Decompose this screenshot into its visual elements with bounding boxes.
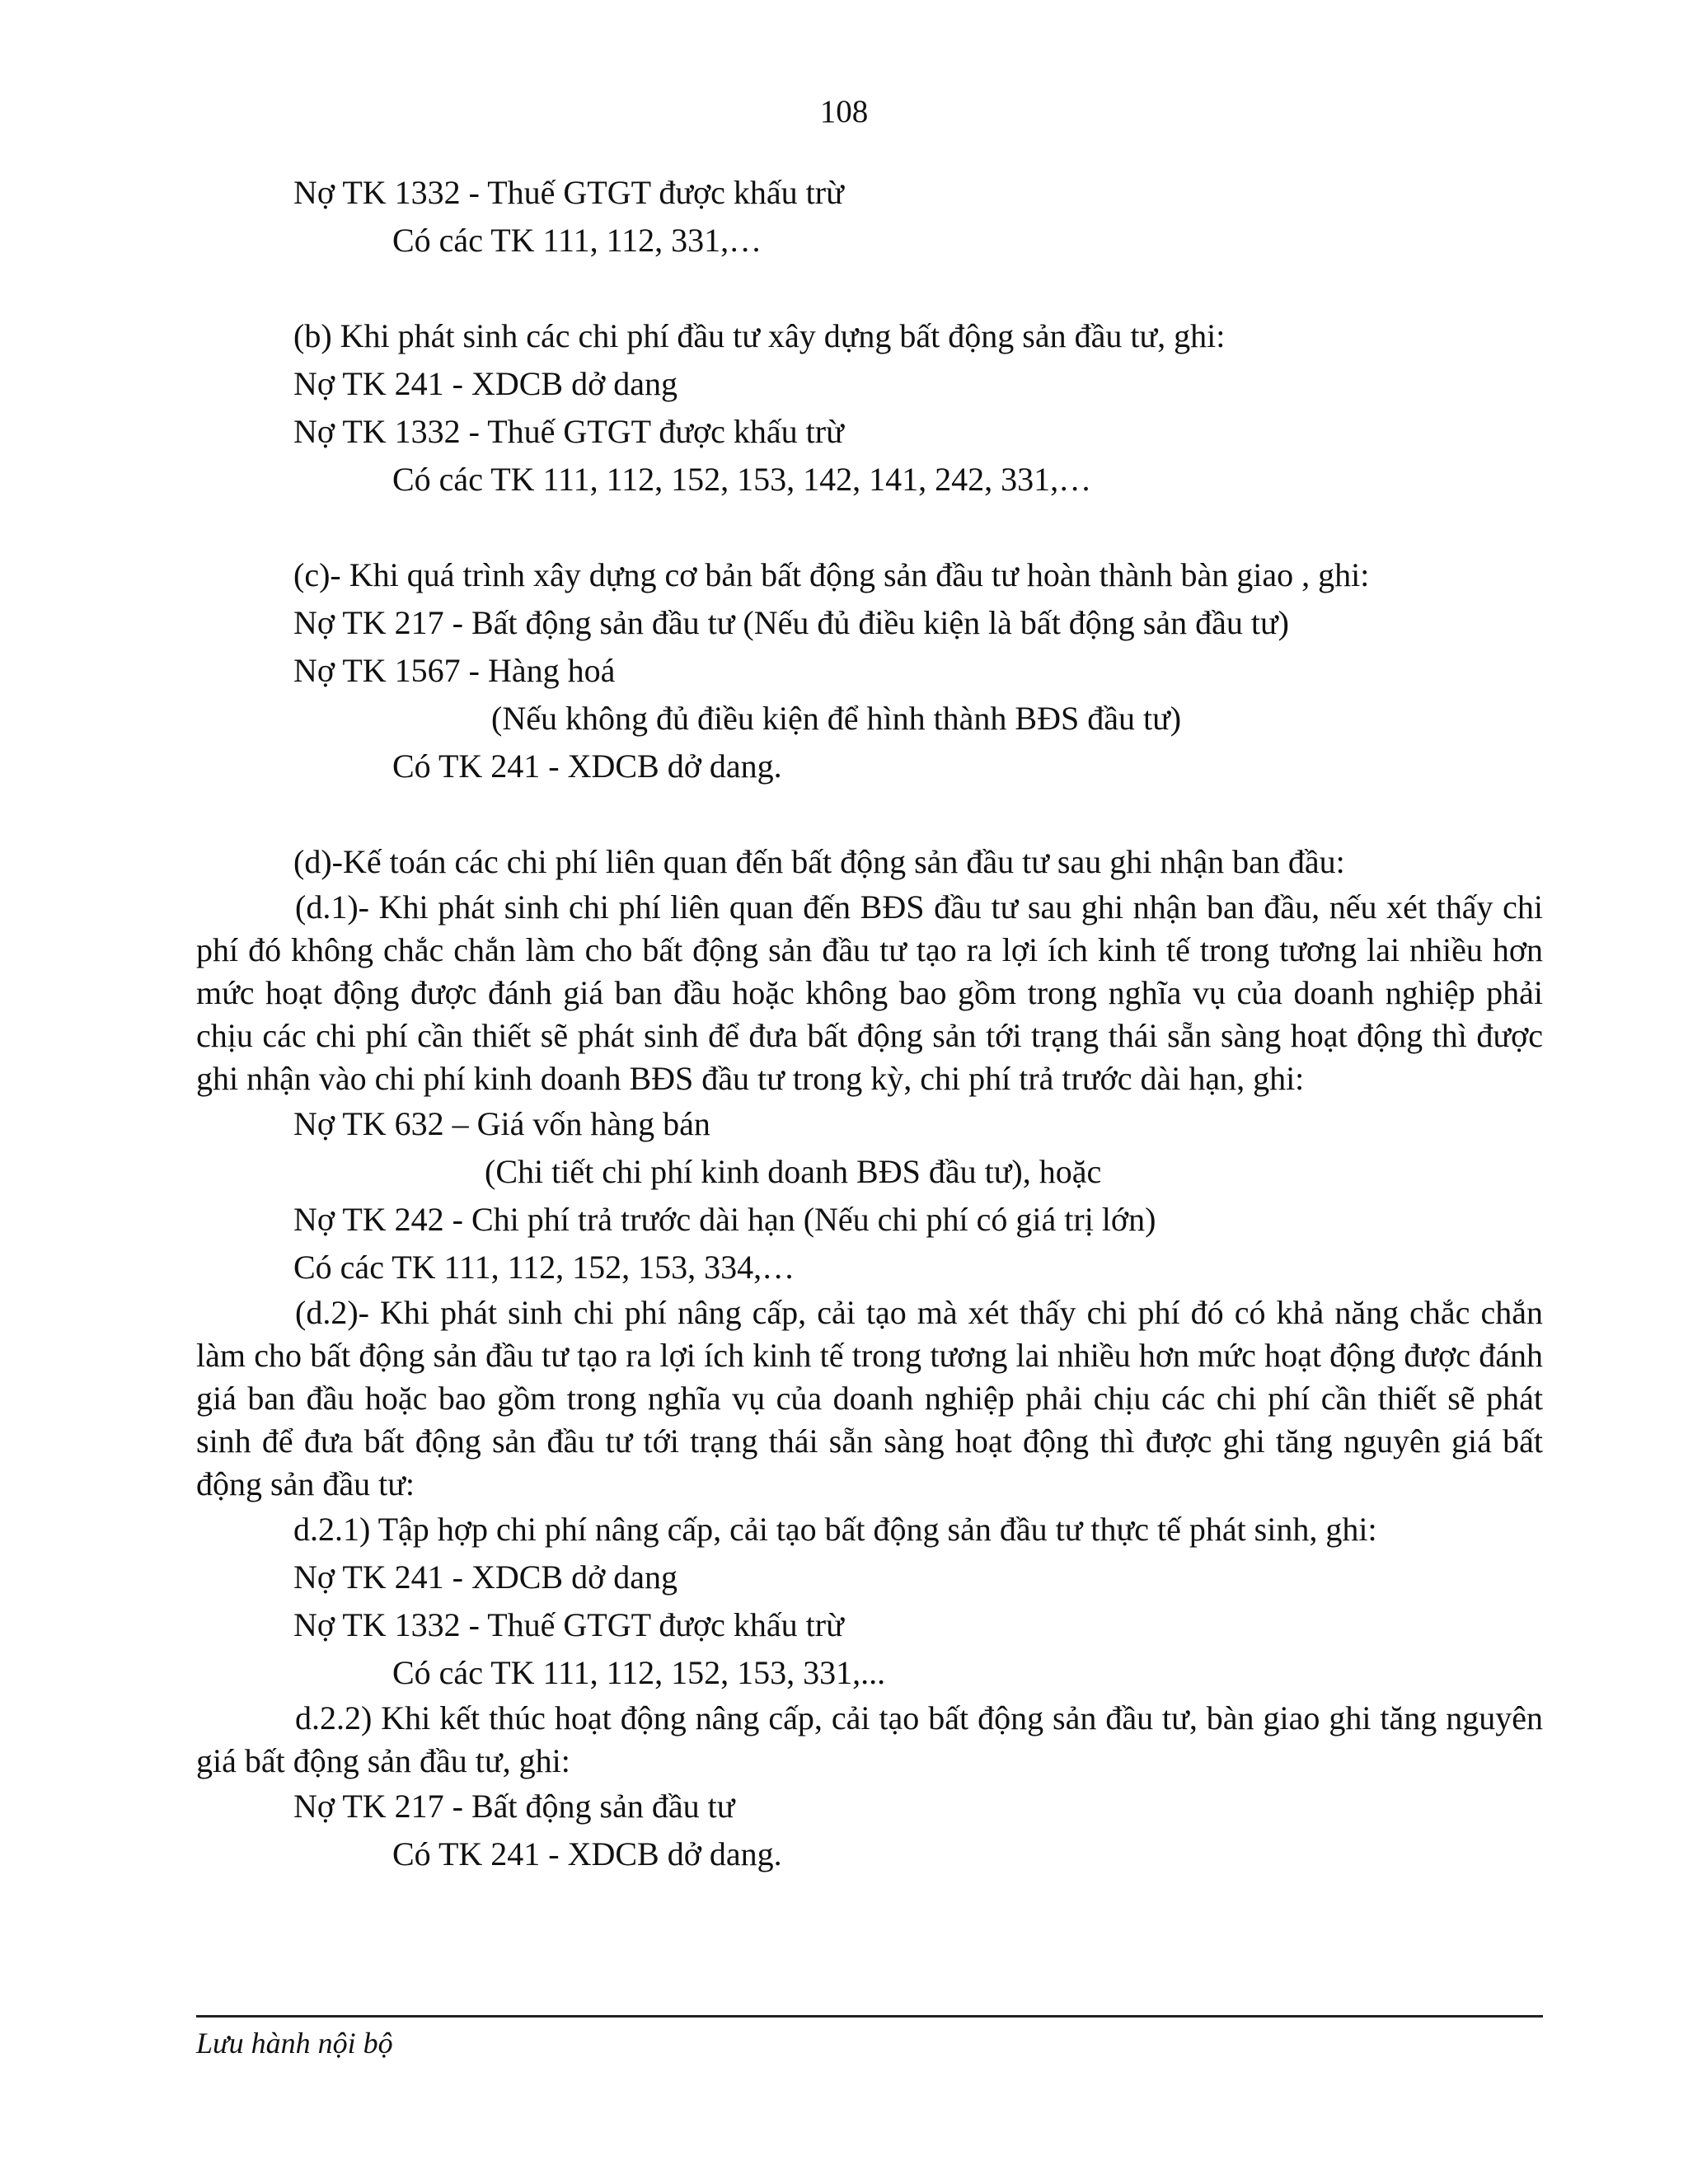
entry-debit-632: Nợ TK 632 – Giá vốn hàng bán xyxy=(293,1105,710,1142)
subsection-d21-heading: d.2.1) Tập hợp chi phí nâng cấp, cải tạo bất động sản đầu tư thực tế phát sinh, ghi: xyxy=(293,1511,1377,1548)
section-c-heading: (c)- Khi quá trình xây dựng cơ bản bất động sản đầu tư hoàn thành bàn giao , ghi: xyxy=(293,556,1370,593)
entry-debit-1332: Nợ TK 1332 - Thuế GTGT được khấu trừ xyxy=(293,413,844,450)
footer-label: Lưu hành nội bộ xyxy=(196,2027,393,2060)
paragraph-d22: d.2.2) Khi kết thúc hoạt động nâng cấp, cải tạo bất động sản đầu tư, bàn giao ghi tăng nguyên giá bất động sản đầu tư, ghi: xyxy=(196,1699,1543,1779)
entry-credit-accounts: Có các TK 111, 112, 152, 153, 142, 141, 242, 331,… xyxy=(392,461,1092,498)
entry-debit-241: Nợ TK 241 - XDCB dở dang xyxy=(293,1558,678,1596)
entry-debit-217: Nợ TK 217 - Bất động sản đầu tư xyxy=(293,1788,735,1825)
spacer xyxy=(196,790,1543,838)
entry-credit-241: Có TK 241 - XDCB dở dang. xyxy=(392,748,782,785)
entry-note: (Nếu không đủ điều kiện để hình thành BĐS đầu tư) xyxy=(491,700,1182,737)
entry-credit-accounts: Có các TK 111, 112, 152, 153, 331,... xyxy=(392,1654,886,1691)
paragraph-d1: (d.1)- Khi phát sinh chi phí liên quan đến BĐS đầu tư sau ghi nhận ban đầu, nếu xét thấy chi phí đó không chắc chắn làm cho bất động sản đầu tư tạo ra lợi ích kinh tế trong tương lai nhiều hơn mức hoạt động được đánh giá ban đầu hoặc không bao gồm trong nghĩa vụ của doanh nghiệp phải chịu các chi phí cần thiết sẽ phát sinh để đưa bất động sản tới trạng thái sẵn sàng hoạt động thì được ghi nhận vào chi phí kinh doanh BĐS đầu tư trong kỳ, chi phí trả trước dài hạn, ghi: xyxy=(196,888,1543,1097)
entry-credit-accounts: Có các TK 111, 112, 331,… xyxy=(392,222,762,259)
footer-divider xyxy=(196,2015,1543,2018)
page-number: 108 xyxy=(819,94,869,129)
entry-credit-241: Có TK 241 - XDCB dở dang. xyxy=(392,1835,782,1872)
paragraph-d2: (d.2)- Khi phát sinh chi phí nâng cấp, cải tạo mà xét thấy chi phí đó có khả năng chắc chắn làm cho bất động sản đầu tư tạo ra lợi ích kinh tế trong tương lai nhiều hơn mức hoạt động được đánh giá ban đầu hoặc bao gồm trong nghĩa vụ của doanh nghiệp phải chịu các chi phí cần thiết sẽ phát sinh để đưa bất động sản đầu tư tới trạng thái sẵn sàng hoạt động thì được ghi tăng nguyên giá bất động sản đầu tư: xyxy=(196,1294,1543,1502)
entry-debit-1332: Nợ TK 1332 - Thuế GTGT được khấu trừ xyxy=(293,1606,844,1643)
entry-credit-accounts: Có các TK 111, 112, 152, 153, 334,… xyxy=(293,1249,795,1286)
spacer xyxy=(196,265,1543,312)
section-b-heading: (b) Khi phát sinh các chi phí đầu tư xây dựng bất động sản đầu tư, ghi: xyxy=(293,317,1226,354)
page-body xyxy=(196,169,1543,1878)
spacer xyxy=(196,504,1543,551)
entry-debit-242: Nợ TK 242 - Chi phí trả trước dài hạn (Nếu chi phí có giá trị lớn) xyxy=(293,1201,1156,1238)
entry-debit-1567: Nợ TK 1567 - Hàng hoá xyxy=(293,652,616,689)
section-d-heading: (d)-Kế toán các chi phí liên quan đến bất động sản đầu tư sau ghi nhận ban đầu: xyxy=(293,843,1345,880)
entry-debit-217: Nợ TK 217 - Bất động sản đầu tư (Nếu đủ điều kiện là bất động sản đầu tư) xyxy=(293,604,1289,641)
entry-debit-1332: Nợ TK 1332 - Thuế GTGT được khấu trừ xyxy=(293,174,844,211)
entry-debit-241: Nợ TK 241 - XDCB dở dang xyxy=(293,365,678,402)
entry-note: (Chi tiết chi phí kinh doanh BĐS đầu tư), hoặc xyxy=(485,1153,1102,1190)
